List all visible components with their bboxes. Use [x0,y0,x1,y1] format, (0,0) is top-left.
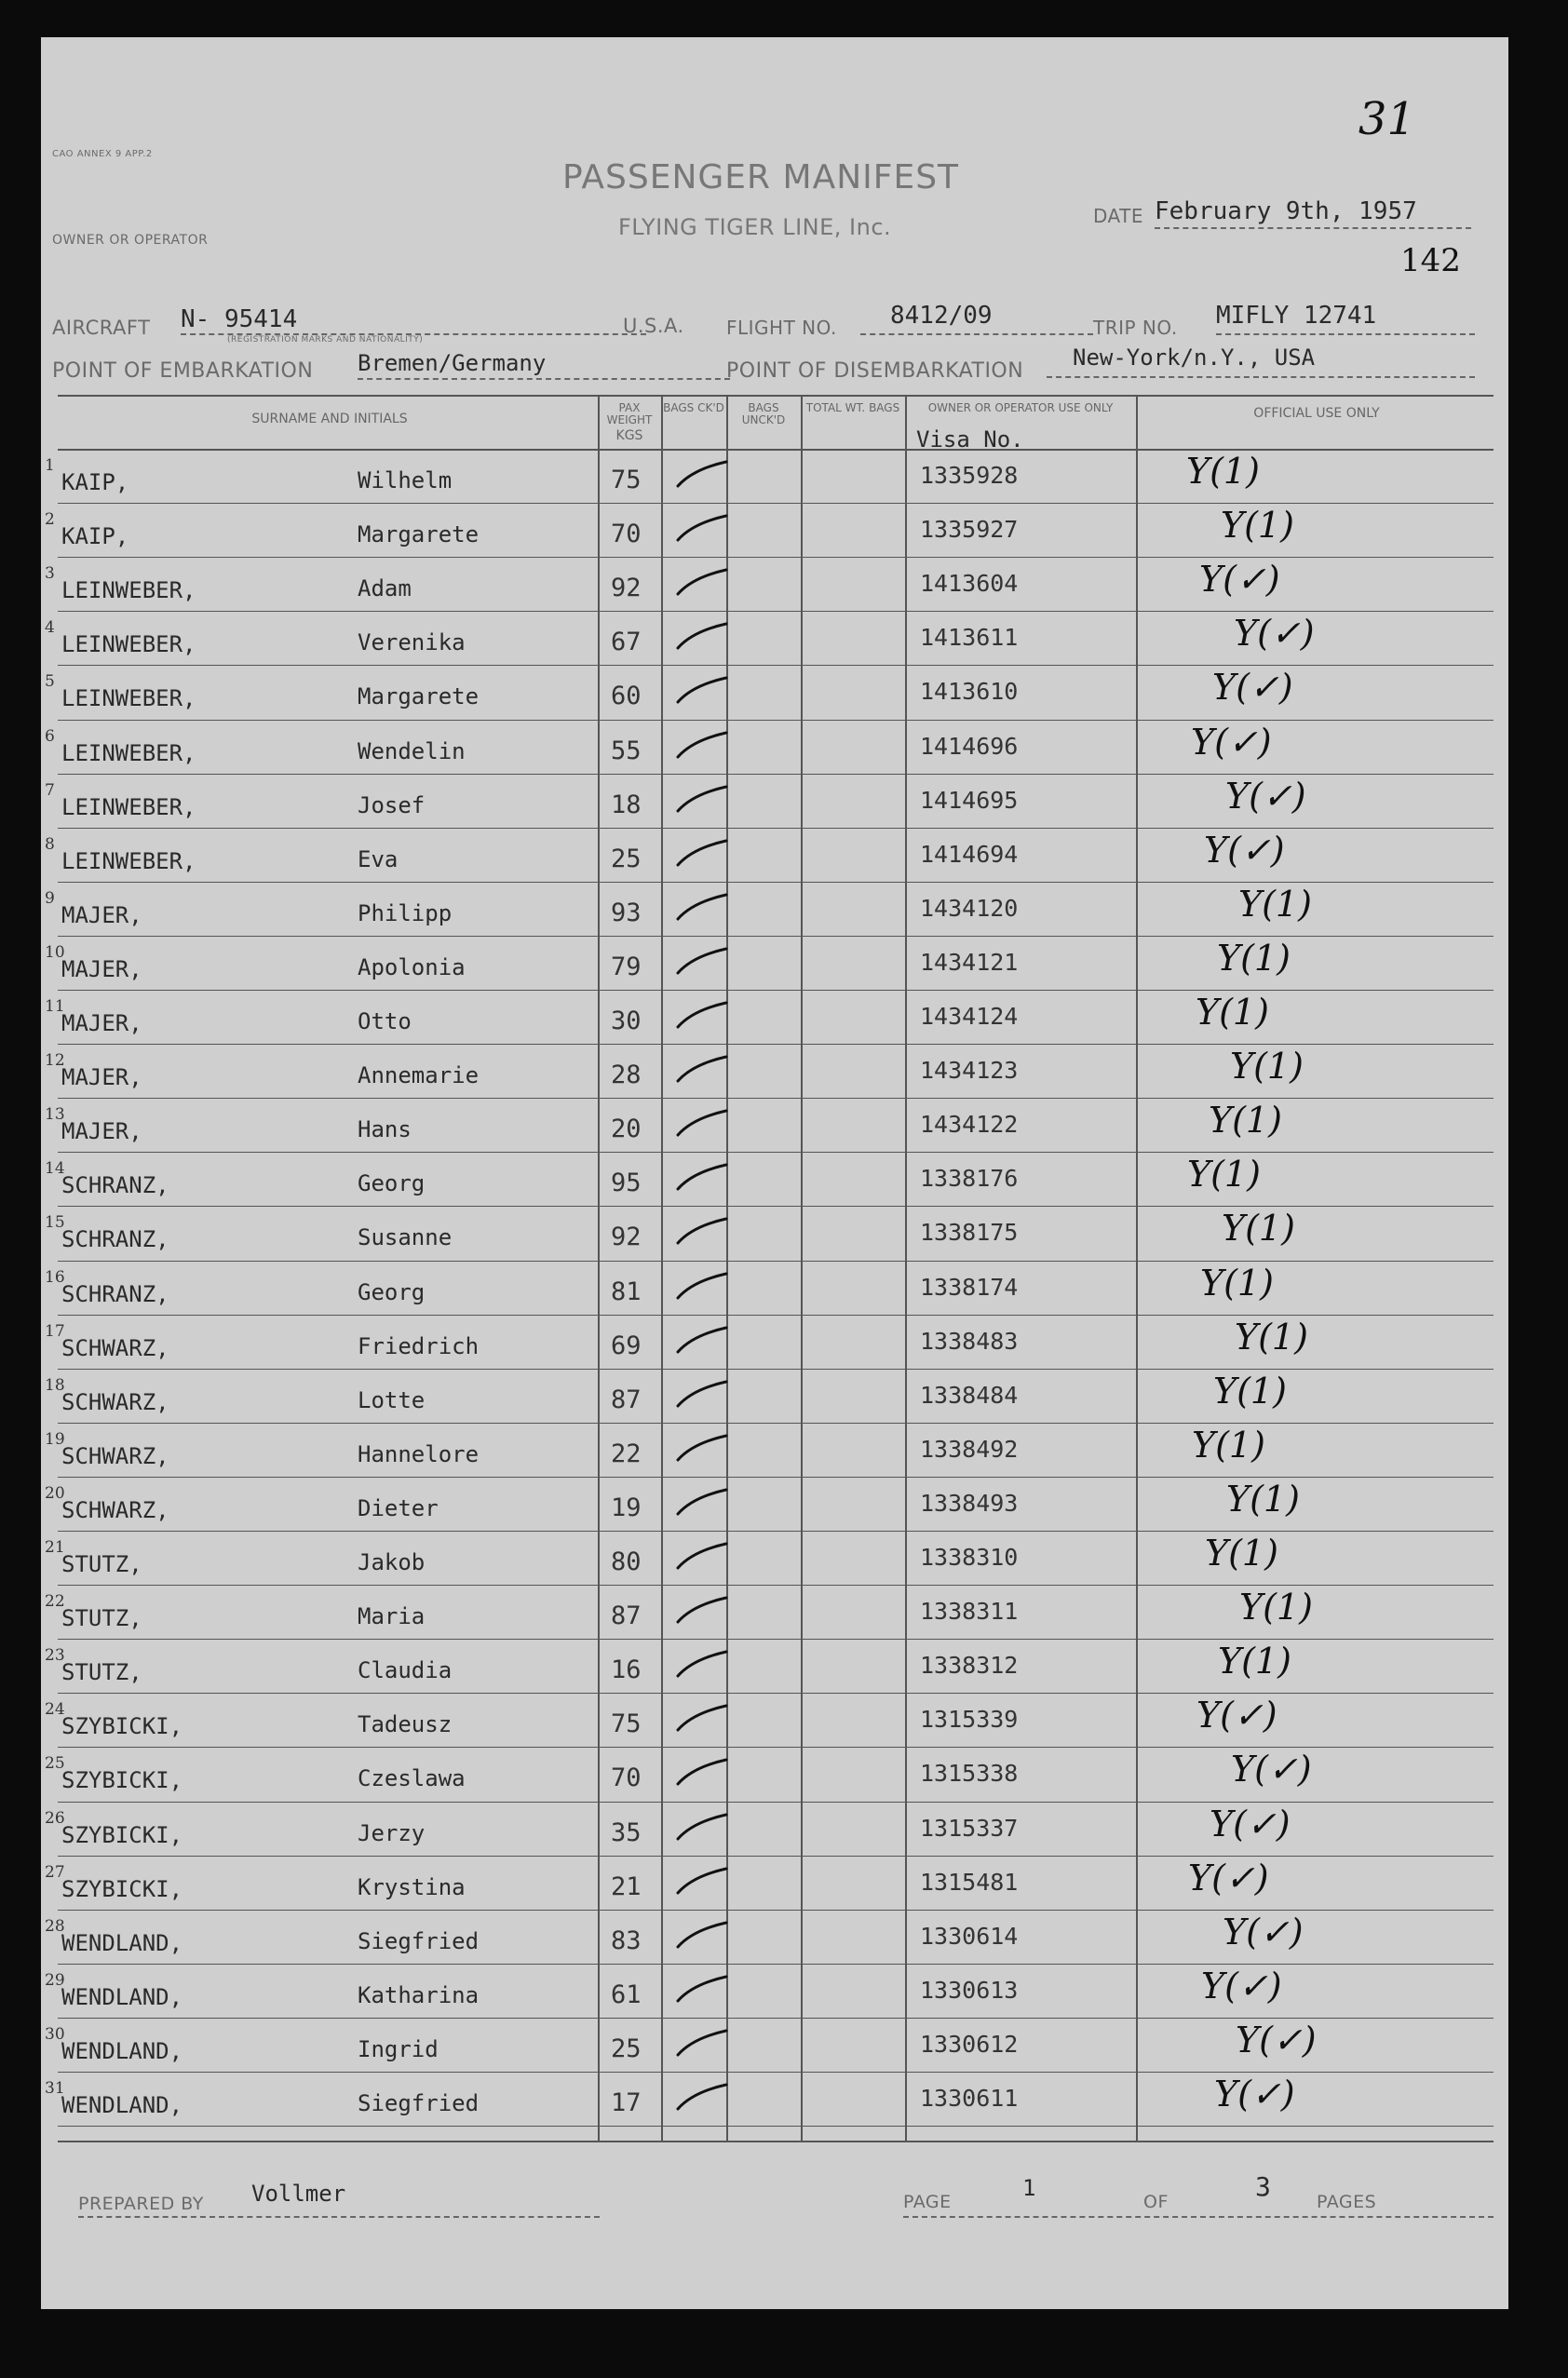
page-stamp: 31 [1358,93,1415,145]
passenger-given-name: Josef [358,791,426,818]
visa-number: 1338175 [920,1219,1019,1247]
passenger-surname: WENDLAND, [61,1983,183,2010]
row-number: 5 [45,672,55,692]
official-mark: Y(1) [1218,1641,1291,1682]
row-number: 26 [45,1808,65,1828]
manifest-sheet [41,37,1508,2309]
row-number: 8 [45,834,55,854]
visa-number: 1338492 [920,1435,1019,1463]
bag-check-mark [674,674,730,706]
official-mark: Y(1) [1235,1316,1308,1358]
official-mark: Y(✓) [1204,829,1285,871]
bag-check-mark [674,1270,730,1302]
disembark-value: New-York/n.Y., USA [1073,345,1316,371]
passenger-surname: MAJER, [61,1118,142,1145]
row-number: 31 [45,2079,65,2098]
flight-label: FLIGHT NO. [726,317,837,339]
bag-check-mark [674,1540,730,1572]
passenger-weight: 70 [611,520,642,549]
passenger-weight: 70 [611,1763,642,1793]
passenger-given-name: Margarete [358,683,480,710]
row-number: 4 [45,618,55,638]
bag-check-mark [674,2027,730,2059]
passenger-given-name: Adam [358,575,412,602]
official-mark: Y(1) [1222,1208,1295,1250]
trip-value: MIFLY 12741 [1216,302,1377,330]
passenger-weight: 83 [611,1925,642,1955]
passenger-weight: 75 [611,466,642,494]
official-mark: Y(✓) [1210,1803,1291,1844]
official-mark: Y(1) [1209,1100,1282,1142]
visa-number: 1434124 [920,1003,1019,1030]
passenger-weight: 55 [611,736,642,765]
passenger-given-name: Ingrid [358,2035,439,2062]
date-value: February 9th, 1957 [1155,197,1417,225]
row-number: 21 [45,1538,65,1557]
carrier-name: FLYING TIGER LINE, Inc. [618,214,892,240]
bag-check-mark [674,729,730,761]
visa-number: 1315339 [920,1706,1019,1734]
passenger-given-name: Philipp [358,899,453,926]
passenger-weight: 35 [611,1817,642,1847]
passenger-weight: 67 [611,628,642,657]
visa-number: 1315338 [920,1760,1019,1788]
bag-check-mark [674,620,730,652]
passenger-given-name: Susanne [358,1224,453,1251]
passenger-surname: SZYBICKI, [61,1767,183,1794]
passenger-surname: SZYBICKI, [61,1821,183,1848]
visa-number: 1330613 [920,1976,1019,2004]
bag-check-mark [674,1432,730,1464]
passenger-given-name: Wendelin [358,737,466,764]
row-number: 27 [45,1862,65,1882]
bag-check-mark [674,891,730,923]
passenger-surname: SCHRANZ, [61,1172,169,1199]
visa-number: 1330612 [920,2030,1019,2058]
bag-check-mark [674,783,730,815]
bag-check-mark [674,1215,730,1247]
passenger-surname: LEINWEBER, [61,631,196,658]
passenger-given-name: Krystina [358,1873,466,1900]
passenger-surname: STUTZ, [61,1605,142,1632]
weight-unit: KGS [615,428,643,443]
passenger-weight: 19 [611,1493,642,1522]
row-number: 20 [45,1483,65,1503]
date-label: DATE [1093,205,1144,227]
visa-number: 1413611 [920,624,1019,652]
bag-check-mark [674,1648,730,1680]
visa-number: 1315337 [920,1814,1019,1842]
passenger-weight: 87 [611,1601,642,1631]
passenger-surname: SZYBICKI, [61,1875,183,1902]
bag-check-mark [674,1324,730,1356]
passenger-surname: KAIP, [61,469,129,495]
row-number: 7 [45,780,55,800]
passenger-weight: 61 [611,1979,642,2009]
official-mark: Y(✓) [1201,1965,1282,2006]
passenger-surname: SCHRANZ, [61,1280,169,1307]
official-mark: Y(✓) [1212,667,1293,709]
passenger-weight: 22 [611,1439,642,1468]
passenger-weight: 80 [611,1547,642,1576]
passenger-given-name: Annemarie [358,1062,480,1089]
bag-check-mark [674,1865,730,1897]
passenger-surname: LEINWEBER, [61,847,196,874]
passenger-weight: 95 [611,1169,642,1198]
official-mark: Y(✓) [1196,1695,1277,1736]
aircraft-label: AIRCRAFT [52,317,151,339]
official-mark: Y(✓) [1223,1911,1304,1952]
row-number: 23 [45,1646,65,1666]
passenger-surname: STUTZ, [61,1551,142,1577]
visa-number: 1434122 [920,1111,1019,1139]
row-number: 28 [45,1916,65,1936]
embark-label: POINT OF EMBARKATION [52,359,314,383]
passenger-surname: LEINWEBER, [61,793,196,820]
row-number: 19 [45,1429,65,1449]
visa-number: 1338174 [920,1273,1019,1301]
passenger-weight: 21 [611,1871,642,1901]
passenger-given-name: Friedrich [358,1332,480,1359]
official-mark: Y(✓) [1188,1857,1269,1898]
official-mark: Y(1) [1217,937,1291,979]
passenger-given-name: Siegfried [358,1927,480,1954]
row-number: 30 [45,2024,65,2044]
of-label: OF [1143,2192,1169,2212]
row-number: 11 [45,997,65,1016]
official-mark: Y(1) [1221,505,1294,547]
annex-reference: CAO ANNEX 9 APP.2 [52,149,153,159]
bag-check-mark [674,1486,730,1518]
official-mark: Y(1) [1238,883,1312,925]
bags-checked-header: BAGS CK'D [663,401,724,414]
row-number: 15 [45,1213,65,1233]
passenger-given-name: Verenika [358,629,466,656]
row-number: 14 [45,1159,65,1179]
bag-check-mark [674,1919,730,1951]
passenger-given-name: Georg [358,1170,426,1197]
passenger-given-name: Apolonia [358,953,466,980]
passenger-surname: KAIP, [61,523,129,550]
page-label: PAGE [903,2192,952,2212]
passenger-weight: 17 [611,2088,642,2117]
visa-number: 1338484 [920,1381,1019,1409]
row-number: 16 [45,1267,65,1287]
page-total: 3 [1255,2171,1271,2202]
sheet-number: 142 [1400,242,1461,279]
pages-label: PAGES [1317,2192,1377,2212]
visa-number: 1338311 [920,1598,1019,1626]
row-number: 10 [45,942,65,962]
passenger-surname: SZYBICKI, [61,1713,183,1740]
passenger-surname: MAJER, [61,901,142,928]
official-mark: Y(1) [1196,992,1269,1033]
official-mark: Y(1) [1239,1587,1313,1628]
passenger-given-name: Georg [358,1278,426,1305]
passenger-weight: 69 [611,1331,642,1360]
visa-number: 1338176 [920,1165,1019,1193]
passenger-given-name: Eva [358,845,399,872]
aircraft-value: N- 95414 [181,305,298,333]
row-number: 22 [45,1592,65,1612]
visa-number: 1414695 [920,786,1019,814]
passenger-given-name: Claudia [358,1657,453,1684]
row-number: 25 [45,1754,65,1774]
passenger-given-name: Jakob [358,1549,426,1575]
bags-unchecked-header: BAGS UNCK'D [741,401,786,426]
passenger-weight: 81 [611,1277,642,1306]
prepared-by-value: Vollmer [251,2181,346,2207]
visa-number: 1330614 [920,1922,1019,1950]
trip-label: TRIP NO. [1093,317,1178,339]
passenger-weight: 28 [611,1061,642,1090]
registration-note: (REGISTRATION MARKS AND NATIONALITY) [227,335,424,345]
bag-check-mark [674,1973,730,2005]
usa-label: U.S.A. [623,315,684,337]
passenger-weight: 60 [611,682,642,711]
disembark-label: POINT OF DISEMBARKATION [726,359,1024,383]
official-mark: Y(1) [1200,1262,1274,1304]
passenger-given-name: Wilhelm [358,467,453,493]
row-number: 2 [45,510,55,530]
official-mark: Y(✓) [1191,721,1272,763]
bag-check-mark [674,1594,730,1626]
bag-check-mark [674,2081,730,2113]
passenger-surname: LEINWEBER, [61,685,196,712]
passenger-weight: 16 [611,1655,642,1685]
passenger-surname: SCHRANZ, [61,1226,169,1253]
passenger-given-name: Katharina [358,1981,480,2008]
visa-number: 1434121 [920,948,1019,976]
passenger-weight: 18 [611,790,642,819]
form-title: PASSENGER MANIFEST [562,158,960,196]
surname-column-header: SURNAME AND INITIALS [251,412,408,426]
visa-number: 1413604 [920,570,1019,598]
row-number: 9 [45,888,55,908]
prepared-by-label: PREPARED BY [78,2194,204,2214]
visa-column-label: Visa No. [916,426,1024,453]
passenger-surname: MAJER, [61,955,142,982]
official-mark: Y(1) [1213,1370,1287,1412]
official-mark: Y(✓) [1199,559,1280,601]
row-number: 24 [45,1700,65,1720]
bag-check-mark [674,1053,730,1085]
owner-label: OWNER OR OPERATOR [52,233,209,248]
bag-check-mark [674,837,730,869]
visa-number: 1414694 [920,840,1019,868]
row-number: 1 [45,456,55,475]
visa-number: 1434120 [920,894,1019,922]
visa-number: 1315481 [920,1868,1019,1896]
passenger-weight: 79 [611,952,642,981]
row-number: 12 [45,1051,65,1071]
passenger-weight: 20 [611,1115,642,1144]
passenger-surname: MAJER, [61,1064,142,1091]
bag-check-mark [674,1161,730,1193]
visa-number: 1330611 [920,2085,1019,2112]
bag-check-mark [674,1756,730,1788]
passenger-given-name: Hans [358,1116,412,1143]
visa-number: 1338483 [920,1327,1019,1355]
passenger-given-name: Dieter [358,1494,439,1521]
row-number: 17 [45,1321,65,1341]
passenger-weight: 87 [611,1385,642,1414]
passenger-surname: WENDLAND, [61,1929,183,1956]
passenger-weight: 30 [611,1007,642,1035]
row-number: 18 [45,1375,65,1395]
bag-check-mark [674,458,730,490]
visa-number: 1338312 [920,1652,1019,1680]
visa-number: 1434123 [920,1057,1019,1085]
passenger-surname: WENDLAND, [61,2037,183,2064]
bag-check-mark [674,1702,730,1734]
official-mark: Y(✓) [1225,775,1306,817]
official-mark: Y(✓) [1236,2019,1317,2060]
passenger-weight: 75 [611,1709,642,1739]
passenger-given-name: Siegfried [358,2090,480,2116]
bag-check-mark [674,945,730,977]
visa-number: 1338310 [920,1544,1019,1571]
official-mark: Y(1) [1205,1533,1278,1574]
passenger-surname: MAJER, [61,1010,142,1036]
official-mark: Y(✓) [1214,2074,1295,2115]
passenger-surname: STUTZ, [61,1659,142,1686]
passenger-weight: 25 [611,844,642,873]
passenger-surname: SCHWARZ, [61,1442,169,1469]
bag-check-mark [674,1811,730,1843]
visa-number: 1414696 [920,732,1019,760]
visa-number: 1413610 [920,678,1019,706]
passenger-given-name: Tadeusz [358,1711,453,1738]
passenger-weight: 93 [611,898,642,927]
official-use-header: OFFICIAL USE ONLY [1253,406,1380,421]
official-mark: Y(✓) [1231,1749,1312,1790]
official-mark: Y(1) [1226,1478,1300,1520]
bag-check-mark [674,566,730,598]
row-number: 6 [45,726,55,746]
passenger-surname: SCHWARZ, [61,1388,169,1415]
official-mark: Y(1) [1187,1154,1261,1196]
official-mark: Y(1) [1186,451,1260,492]
bag-check-mark [674,1378,730,1410]
weight-column-header: PAX WEIGHT [606,401,653,426]
passenger-given-name: Hannelore [358,1440,480,1467]
visa-number: 1338493 [920,1489,1019,1517]
row-number: 3 [45,564,55,584]
visa-number: 1335928 [920,462,1019,489]
flight-value: 8412/09 [890,302,993,330]
passenger-surname: LEINWEBER, [61,577,196,604]
official-mark: Y(✓) [1234,613,1315,655]
passenger-weight: 92 [611,574,642,603]
passenger-given-name: Margarete [358,521,480,548]
passenger-given-name: Jerzy [358,1819,426,1846]
passenger-surname: SCHWARZ, [61,1334,169,1361]
passenger-given-name: Maria [358,1603,426,1630]
passenger-weight: 25 [611,2033,642,2063]
passenger-given-name: Otto [358,1008,412,1034]
official-mark: Y(1) [1230,1046,1304,1088]
bag-check-mark [674,512,730,544]
passenger-given-name: Lotte [358,1386,426,1413]
passenger-weight: 92 [611,1223,642,1252]
bag-check-mark [674,1107,730,1139]
passenger-surname: WENDLAND, [61,2092,183,2118]
row-number: 29 [45,1970,65,1990]
total-weight-header: TOTAL WT. BAGS [805,401,900,414]
owner-use-header: OWNER OR OPERATOR USE ONLY [927,401,1114,414]
bag-check-mark [674,999,730,1031]
page-number: 1 [1022,2175,1036,2201]
official-mark: Y(1) [1192,1424,1265,1466]
row-number: 13 [45,1105,65,1125]
passenger-surname: SCHWARZ, [61,1496,169,1523]
passenger-given-name: Czeslawa [358,1765,466,1792]
embark-value: Bremen/Germany [358,350,547,376]
visa-number: 1335927 [920,516,1019,544]
passenger-surname: LEINWEBER, [61,739,196,766]
